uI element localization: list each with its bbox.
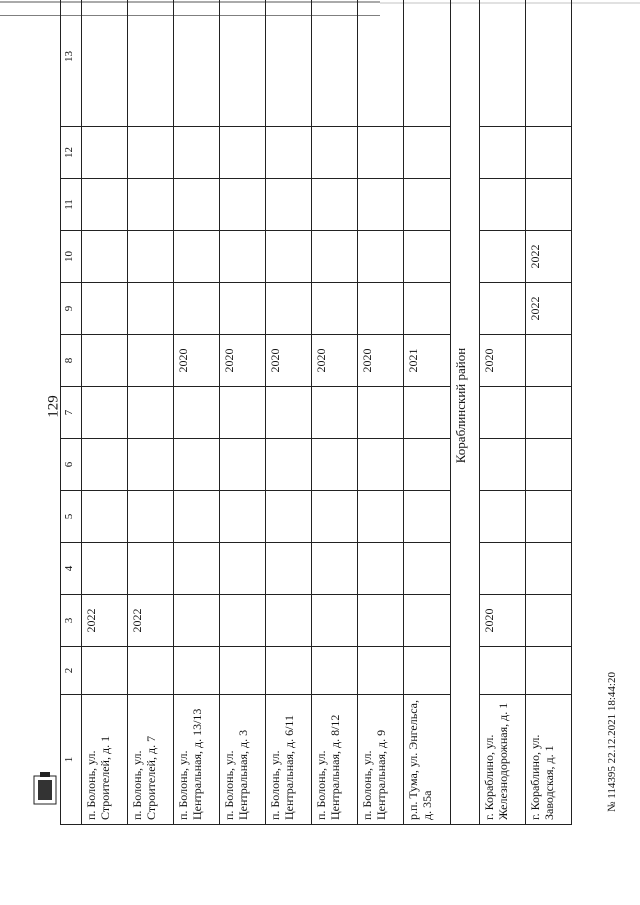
value-cell (128, 387, 174, 439)
value-cell (404, 179, 450, 231)
value-cell (404, 491, 450, 543)
value-cell (266, 387, 312, 439)
column-header: 12 (61, 127, 82, 179)
value-cell: 2020 (358, 335, 404, 387)
value-cell (220, 231, 266, 283)
value-cell (266, 231, 312, 283)
value-cell (479, 127, 525, 179)
value-cell (128, 0, 174, 127)
table-row (128, 0, 174, 825)
value-cell (525, 491, 571, 543)
value-cell (525, 543, 571, 595)
value-cell: 2020 (266, 335, 312, 387)
value-cell (174, 543, 220, 595)
value-cell (358, 0, 404, 127)
value-cell (358, 387, 404, 439)
value-cell (358, 283, 404, 335)
address-cell: г. Кораблино, ул. Железнодорожная, д. 1 (479, 695, 525, 825)
value-cell (174, 283, 220, 335)
value-cell (220, 543, 266, 595)
value-cell (404, 127, 450, 179)
value-cell: 2021 (404, 335, 450, 387)
column-header: 11 (61, 179, 82, 231)
value-cell (220, 127, 266, 179)
value-cell (525, 179, 571, 231)
value-cell (404, 647, 450, 695)
address-cell: п. Болонь, ул. Центральная, д. 13/13 (174, 695, 220, 825)
rotated-table-container (60, 30, 572, 825)
value-cell: 2022 (525, 283, 571, 335)
address-cell: п. Болонь, ул. Строителей, д. 1 (82, 695, 128, 825)
table-row (174, 0, 220, 825)
value-cell (479, 491, 525, 543)
value-cell (312, 543, 358, 595)
address-cell: р.п. Тума, ул. Энгельса, д. 35а (404, 695, 450, 825)
value-cell (174, 179, 220, 231)
value-cell (266, 595, 312, 647)
value-cell (82, 179, 128, 231)
table-row (82, 0, 128, 825)
value-cell: 2022 (128, 595, 174, 647)
value-cell (82, 543, 128, 595)
value-cell (312, 0, 358, 127)
value-cell (82, 491, 128, 543)
value-cell (266, 543, 312, 595)
value-cell (220, 0, 266, 127)
value-cell (82, 439, 128, 491)
stamp-logo (30, 770, 60, 810)
value-cell (128, 231, 174, 283)
value-cell (220, 179, 266, 231)
value-cell (479, 231, 525, 283)
table-row (266, 0, 312, 825)
value-cell (525, 0, 571, 127)
value-cell (404, 0, 450, 127)
value-cell (174, 647, 220, 695)
value-cell (128, 491, 174, 543)
value-cell (128, 179, 174, 231)
value-cell (479, 439, 525, 491)
value-cell (266, 0, 312, 127)
value-cell (266, 491, 312, 543)
value-cell: 2020 (479, 595, 525, 647)
value-cell: 2020 (174, 335, 220, 387)
value-cell: 2022 (525, 231, 571, 283)
column-header: 13 (61, 0, 82, 127)
value-cell (220, 439, 266, 491)
value-cell (404, 543, 450, 595)
value-cell (479, 387, 525, 439)
value-cell (220, 283, 266, 335)
value-cell (404, 595, 450, 647)
value-cell (266, 439, 312, 491)
table-row (312, 0, 358, 825)
value-cell (128, 335, 174, 387)
column-header: 5 (61, 491, 82, 543)
value-cell (128, 127, 174, 179)
value-cell (525, 595, 571, 647)
value-cell (404, 283, 450, 335)
value-cell (358, 127, 404, 179)
value-cell (266, 179, 312, 231)
value-cell (82, 127, 128, 179)
value-cell (220, 595, 266, 647)
column-header: 7 (61, 387, 82, 439)
value-cell (174, 439, 220, 491)
value-cell (358, 439, 404, 491)
value-cell (312, 491, 358, 543)
value-cell (358, 647, 404, 695)
value-cell (174, 231, 220, 283)
value-cell (82, 231, 128, 283)
address-cell: п. Болонь, ул. Центральная, д. 8/12 (312, 695, 358, 825)
value-cell (525, 127, 571, 179)
column-header: 6 (61, 439, 82, 491)
address-cell: п. Болонь, ул. Центральная, д. 3 (220, 695, 266, 825)
value-cell (128, 647, 174, 695)
table-row (358, 0, 404, 825)
address-cell: п. Болонь, ул. Центральная, д. 6/11 (266, 695, 312, 825)
value-cell (525, 647, 571, 695)
value-cell (312, 387, 358, 439)
value-cell (404, 387, 450, 439)
table-row (479, 0, 525, 825)
value-cell (358, 595, 404, 647)
value-cell (174, 387, 220, 439)
value-cell (358, 231, 404, 283)
value-cell (312, 283, 358, 335)
value-cell (479, 543, 525, 595)
value-cell (525, 439, 571, 491)
district-name: Кораблинский район (450, 0, 479, 825)
value-cell (174, 491, 220, 543)
column-header: 9 (61, 283, 82, 335)
table-row (404, 0, 450, 825)
column-header: 8 (61, 335, 82, 387)
value-cell (479, 283, 525, 335)
value-cell (174, 595, 220, 647)
table-row (525, 0, 571, 825)
value-cell (312, 439, 358, 491)
value-cell (128, 543, 174, 595)
value-cell (82, 387, 128, 439)
column-header: 2 (61, 647, 82, 695)
column-header: 1 (61, 695, 82, 825)
value-cell: 2022 (82, 595, 128, 647)
data-table (60, 0, 572, 825)
value-cell: 2020 (220, 335, 266, 387)
value-cell (82, 0, 128, 127)
value-cell: 2020 (479, 335, 525, 387)
value-cell (82, 335, 128, 387)
value-cell (358, 179, 404, 231)
page-number: 129 (45, 395, 62, 418)
document-registration-stamp: № 114395 22.12.2021 18:44:20 (606, 672, 618, 812)
district-row (450, 0, 479, 825)
value-cell (174, 127, 220, 179)
value-cell (174, 0, 220, 127)
value-cell (525, 335, 571, 387)
value-cell (404, 231, 450, 283)
value-cell (404, 439, 450, 491)
value-cell (525, 387, 571, 439)
header-row (61, 0, 82, 825)
value-cell: 2020 (312, 335, 358, 387)
column-header: 3 (61, 595, 82, 647)
value-cell (266, 647, 312, 695)
value-cell (358, 543, 404, 595)
value-cell (312, 647, 358, 695)
address-cell: г. Кораблино, ул. Заводская, д. 1 (525, 695, 571, 825)
value-cell (266, 127, 312, 179)
value-cell (128, 439, 174, 491)
value-cell (358, 491, 404, 543)
value-cell (312, 231, 358, 283)
column-header: 10 (61, 231, 82, 283)
value-cell (312, 127, 358, 179)
address-cell: п. Болонь, ул. Строителей, д. 7 (128, 695, 174, 825)
value-cell (479, 179, 525, 231)
value-cell (220, 387, 266, 439)
value-cell (312, 179, 358, 231)
value-cell (266, 283, 312, 335)
value-cell (479, 0, 525, 127)
value-cell (82, 283, 128, 335)
column-header: 4 (61, 543, 82, 595)
value-cell (220, 491, 266, 543)
value-cell (312, 595, 358, 647)
address-cell: п. Болонь, ул. Центральная, д. 9 (358, 695, 404, 825)
value-cell (128, 283, 174, 335)
value-cell (479, 647, 525, 695)
value-cell (220, 647, 266, 695)
value-cell (82, 647, 128, 695)
table-row (220, 0, 266, 825)
